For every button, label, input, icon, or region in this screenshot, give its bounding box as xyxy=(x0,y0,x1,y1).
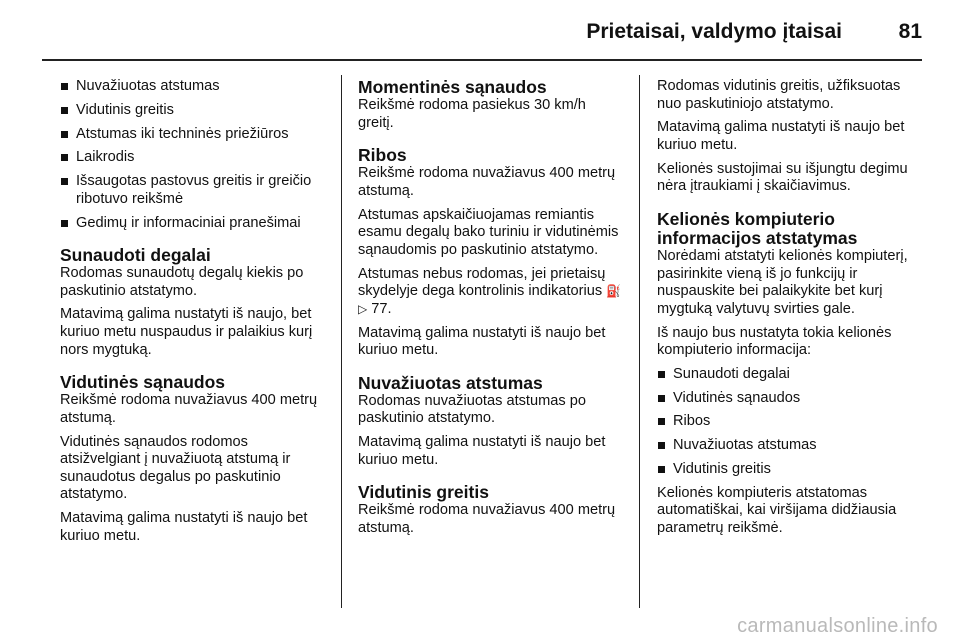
bullet-icon xyxy=(658,418,665,425)
column-divider-2 xyxy=(639,75,640,608)
section-heading: Ribos xyxy=(358,145,407,166)
column-3 xyxy=(657,78,925,544)
paragraph: Kelionės sustojimai su išjungtu degimu nėra įtraukiami į skaičiavimus. xyxy=(657,160,908,195)
section-average-consumption xyxy=(60,373,328,545)
bullet-icon xyxy=(61,131,68,138)
list-item: Išsaugotas pastovus greitis ir greičio ribotuvo reikšmė xyxy=(60,173,328,208)
section-heading: Kelionės kompiuterio informacijos atstatymas xyxy=(657,208,858,248)
section-fuel-used xyxy=(60,246,328,359)
list-item: Nuvažiuotas atstumas xyxy=(657,437,925,455)
bullet-icon xyxy=(658,371,665,378)
paragraph: Reikšmė rodoma nuvažiavus 400 metrų atstumą. xyxy=(358,502,616,536)
list-item: Vidutinis greitis xyxy=(657,461,925,479)
section-average-speed xyxy=(358,483,623,537)
bullet-icon xyxy=(658,442,665,449)
page-title: Prietaisai, valdymo įtaisai xyxy=(586,20,842,43)
bullet-icon xyxy=(61,107,68,114)
column-2 xyxy=(358,78,623,544)
list-item: Vidutinis greitis xyxy=(60,102,328,120)
section-range xyxy=(358,146,623,360)
bullet-icon xyxy=(61,220,68,227)
paragraph: Vidutinės sąnaudos rodomos atsižvelgiant į nuvažiuotą atstumą ir sunaudotus degalus po paskutinio atstatymo. xyxy=(60,433,291,503)
section-heading: Nuvažiuotas atstumas xyxy=(358,372,543,393)
list-item: Nuvažiuotas atstumas xyxy=(60,78,328,96)
bullet-icon xyxy=(61,83,68,90)
section-heading: Momentinės sąnaudos xyxy=(358,77,547,97)
section-heading: Vidutinės sąnaudos xyxy=(60,372,225,393)
section-distance-travelled xyxy=(358,374,623,470)
page-reference: 77. xyxy=(371,300,392,317)
paragraph: Reikšmė rodoma nuvažiavus 400 metrų atstumą. xyxy=(358,165,616,199)
paragraph: Matavimą galima nustatyti iš naujo bet kuriuo metu. xyxy=(657,119,905,153)
page-number: 81 xyxy=(898,20,922,43)
bullet-icon xyxy=(658,395,665,402)
list-item: Ribos xyxy=(657,413,925,431)
section-heading: Sunaudoti degalai xyxy=(60,245,211,266)
fuel-pump-icon: ⛽ xyxy=(606,284,622,299)
bullet-icon xyxy=(61,154,68,161)
watermark: carmanualsonline.info xyxy=(737,615,938,637)
paragraph: Rodomas sunaudotų degalų kiekis po paskutinio atstatymo. xyxy=(60,265,304,299)
list-item: Sunaudoti degalai xyxy=(657,366,925,384)
paragraph: Reikšmė rodoma nuvažiavus 400 metrų atstumą. xyxy=(60,392,318,426)
list-item: Laikrodis xyxy=(60,149,328,167)
list-item: Gedimų ir informaciniai pranešimai xyxy=(60,215,328,233)
section-trip-computer-reset xyxy=(657,210,925,538)
paragraph: Matavimą galima nustatyti iš naujo bet kuriuo metu. xyxy=(358,434,606,468)
list-item: Atstumas iki techninės priežiūros xyxy=(60,126,328,144)
column-1 xyxy=(60,78,328,552)
bullet-icon xyxy=(658,466,665,473)
page-reference-icon: ▷ xyxy=(358,301,368,316)
reset-list xyxy=(657,366,925,479)
paragraph: Matavimą galima nustatyti iš naujo bet kuriuo metu. xyxy=(60,510,308,544)
bullet-icon xyxy=(61,178,68,185)
paragraph: Kelionės kompiuteris atstatomas automatiškai, kai viršijama didžiausia parametrų reikšmė. xyxy=(657,484,897,536)
paragraph: Matavimą galima nustatyti iš naujo, bet kuriuo metu nuspaudus ir palaikius kurį nors mygtuką. xyxy=(60,306,313,358)
column-divider-1 xyxy=(341,75,342,608)
paragraph: Rodomas nuvažiuotas atstumas po paskutinio atstatymo. xyxy=(358,392,586,427)
paragraph: Matavimą galima nustatyti iš naujo bet kuriuo metu. xyxy=(358,324,606,359)
paragraph: Norėdami atstatyti kelionės kompiuterį, pasirinkite vieną iš jo funkcijų ir nuspauskite bei palaikykite bet kurį mygtuką valytuvų svirties gale. xyxy=(657,247,908,317)
display-list xyxy=(60,78,328,232)
section-instant-consumption xyxy=(358,78,623,132)
paragraph: Reikšmė rodoma pasiekus 30 km/h greitį. xyxy=(358,97,586,131)
section-heading: Vidutinis greitis xyxy=(358,482,489,503)
paragraph: Atstumas apskaičiuojamas remiantis esamu degalų bako turiniu ir vidutinėmis sąnaudomis po paskutinio atstatymo. xyxy=(358,206,619,258)
page-header xyxy=(0,0,960,60)
paragraph: Rodomas vidutinis greitis, užfiksuotas nuo paskutiniojo atstatymo. xyxy=(657,78,901,112)
paragraph: Atstumas nebus rodomas, jei prietaisų skydelyje dega kontrolinis indikatorius ⛽▷ 77. xyxy=(358,265,622,317)
list-item: Vidutinės sąnaudos xyxy=(657,390,925,408)
header-divider xyxy=(42,59,922,61)
paragraph: Iš naujo bus nustatyta tokia kelionės kompiuterio informacija: xyxy=(657,324,892,359)
